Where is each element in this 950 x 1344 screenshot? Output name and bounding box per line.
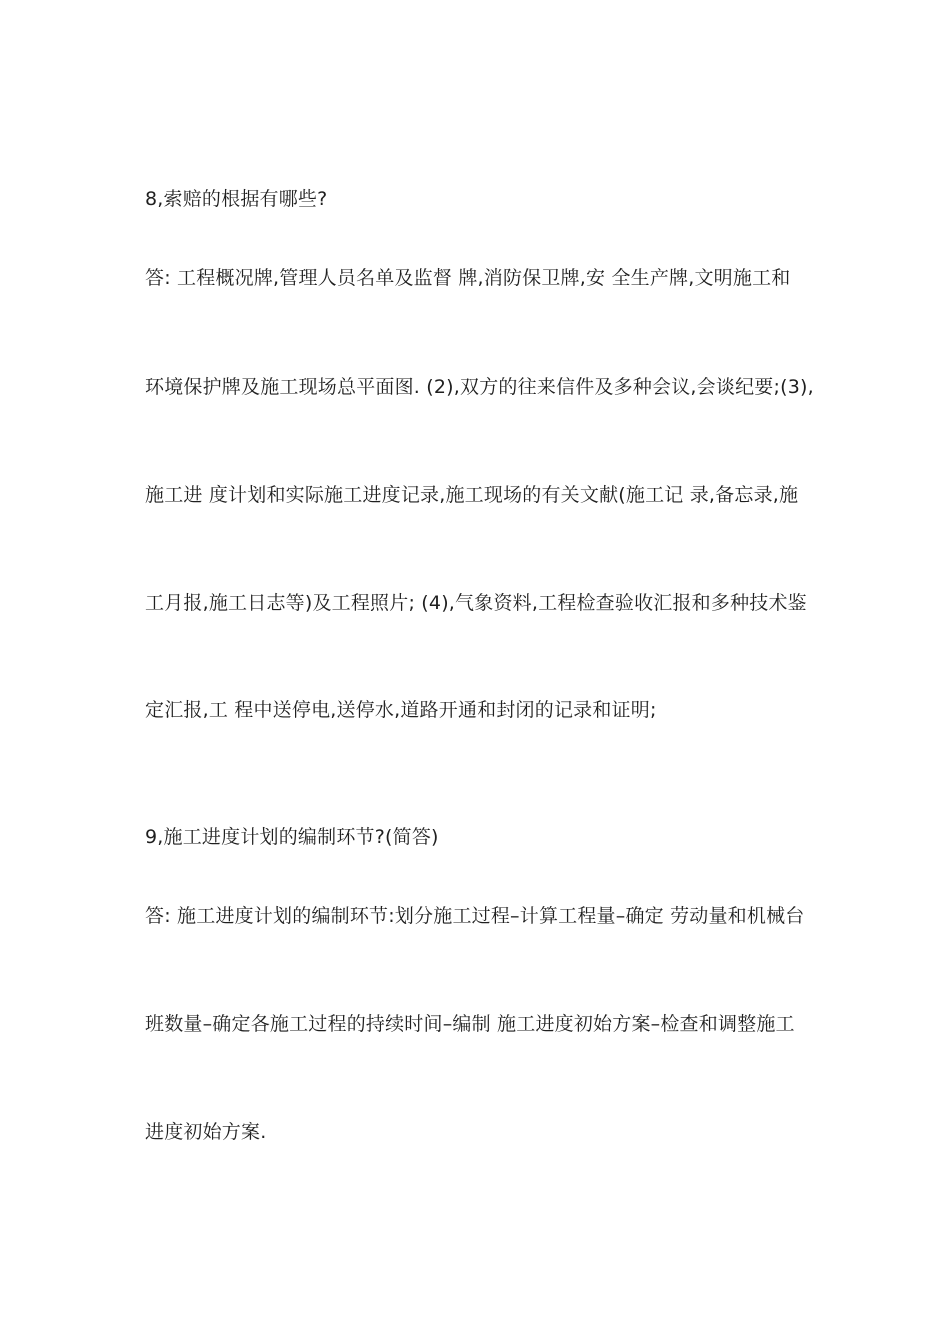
answer-9-line-2: 班数量–确定各施工过程的持续时间–编制 施工进度初始方案–检查和调整施工	[145, 1013, 795, 1035]
answer-9-line-3: 进度初始方案.	[145, 1121, 267, 1143]
answer-8-line-2: 环境保护牌及施工现场总平面图. (2),双方的往来信件及多种会议,会谈纪要;(3),	[145, 376, 814, 398]
answer-9-line-1: 答: 施工进度计划的编制环节:划分施工过程–计算工程量–确定 劳动量和机械台	[145, 905, 805, 927]
answer-8-line-4: 工月报,施工日志等)及工程照片; (4),气象资料,工程检查验收汇报和多种技术鉴	[145, 592, 807, 614]
answer-8-line-3: 施工进 度计划和实际施工进度记录,施工现场的有关文献(施工记 录,备忘录,施	[145, 484, 799, 506]
question-9-heading: 9,施工进度计划的编制环节?(简答)	[145, 826, 439, 848]
answer-8-line-5: 定汇报,工 程中送停电,送停水,道路开通和封闭的记录和证明;	[145, 699, 657, 721]
answer-8-line-1: 答: 工程概况牌,管理人员名单及监督 牌,消防保卫牌,安 全生产牌,文明施工和	[145, 267, 791, 289]
question-8-heading: 8,索赔的根据有哪些?	[145, 188, 328, 210]
